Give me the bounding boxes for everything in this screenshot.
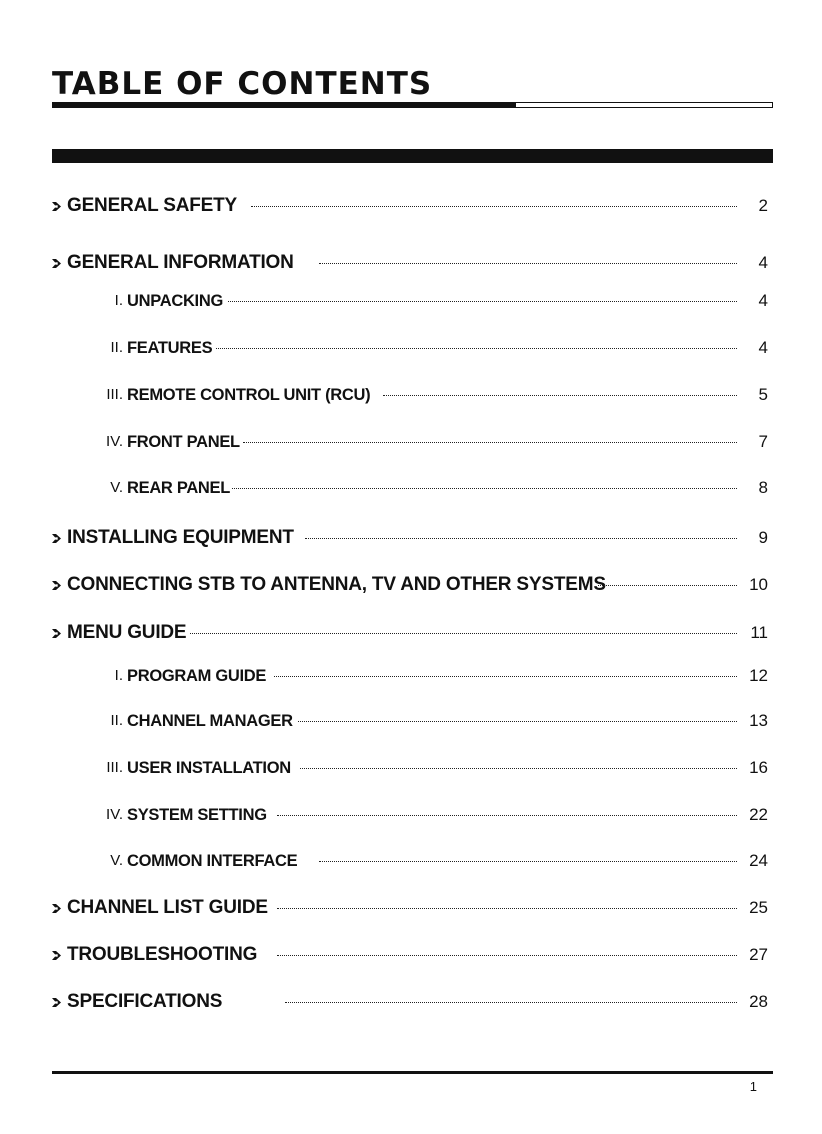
- toc-roman-numeral: III.: [106, 759, 123, 776]
- dotted-leader: [251, 206, 737, 207]
- toc-entry-title: TROUBLESHOOTING: [67, 944, 258, 965]
- toc-subsection-entry: [0, 802, 822, 828]
- toc-page-number: 24: [749, 851, 768, 870]
- arrow-bullet-icon: [51, 580, 62, 591]
- toc-roman-numeral: IV.: [106, 806, 123, 823]
- page-title: TABLE OF CONTENTS: [52, 66, 433, 102]
- toc-page-number: 25: [749, 898, 768, 917]
- toc-entry-title: CONNECTING STB TO ANTENNA, TV AND OTHER SYSTEMS: [67, 574, 606, 595]
- toc-entry-title: FRONT PANEL: [127, 433, 240, 451]
- arrow-bullet-icon: [51, 950, 62, 961]
- toc-entry-title: PROGRAM GUIDE: [127, 667, 267, 685]
- toc-section-entry: [0, 193, 822, 219]
- toc-page-number: 8: [758, 478, 768, 497]
- toc-roman-numeral: III.: [106, 386, 123, 403]
- toc-entry-title: FEATURES: [127, 339, 213, 357]
- toc-page-number: 4: [758, 253, 768, 272]
- toc-page-number: 10: [749, 575, 768, 594]
- toc-entry-title: GENERAL SAFETY: [67, 195, 237, 216]
- dotted-leader: [190, 633, 737, 634]
- toc-entry-title: SPECIFICATIONS: [67, 991, 223, 1012]
- dotted-leader: [228, 301, 737, 302]
- arrow-bullet-icon: [51, 533, 62, 544]
- toc-page-number: 5: [758, 385, 768, 404]
- dotted-leader: [277, 955, 737, 956]
- toc-roman-numeral: IV.: [106, 433, 123, 450]
- dotted-leader: [319, 861, 737, 862]
- toc-page-number: 4: [758, 291, 768, 310]
- toc-roman-numeral: I.: [114, 667, 123, 684]
- toc-entry-title: MENU GUIDE: [67, 622, 187, 643]
- toc-entry-title: REMOTE CONTROL UNIT (RCU): [127, 386, 371, 404]
- arrow-bullet-icon: [51, 258, 62, 269]
- dotted-leader: [285, 1002, 737, 1003]
- dotted-leader: [274, 676, 737, 677]
- toc-roman-numeral: V.: [110, 852, 123, 869]
- dotted-leader: [383, 395, 737, 396]
- toc-subsection-entry: [0, 663, 822, 689]
- dotted-leader: [277, 815, 737, 816]
- toc-page-number: 22: [749, 805, 768, 824]
- toc-section-entry: [0, 250, 822, 276]
- toc-page-number: 12: [749, 666, 768, 685]
- toc-entry-title: SYSTEM SETTING: [127, 806, 267, 824]
- toc-entry-title: COMMON INTERFACE: [127, 852, 298, 870]
- toc-subsection-entry: [0, 475, 822, 501]
- dotted-leader: [305, 538, 737, 539]
- toc-section-entry: [0, 525, 822, 551]
- dotted-leader: [300, 768, 737, 769]
- footer-page-number: 1: [749, 1079, 757, 1094]
- footer-rule: [52, 1071, 773, 1074]
- toc-page-number: 11: [750, 623, 768, 642]
- toc-subsection-entry: [0, 429, 822, 455]
- toc-roman-numeral: V.: [110, 479, 123, 496]
- toc-page-number: 7: [758, 432, 768, 451]
- toc-section-entry: [0, 620, 822, 646]
- dotted-leader: [298, 721, 737, 722]
- toc-entry-title: REAR PANEL: [127, 479, 231, 497]
- dotted-leader: [277, 908, 737, 909]
- toc-subsection-entry: [0, 848, 822, 874]
- toc-page-number: 27: [749, 945, 768, 964]
- toc-page-number: 28: [749, 992, 768, 1011]
- toc-subsection-entry: [0, 382, 822, 408]
- toc-entry-title: CHANNEL LIST GUIDE: [67, 897, 268, 918]
- toc-subsection-entry: [0, 755, 822, 781]
- toc-page-number: 13: [749, 711, 768, 730]
- arrow-bullet-icon: [51, 628, 62, 639]
- toc-section-entry: [0, 572, 822, 598]
- toc-subsection-entry: [0, 335, 822, 361]
- toc-entry-title: INSTALLING EQUIPMENT: [67, 527, 294, 548]
- dotted-leader: [232, 488, 737, 489]
- toc-section-entry: [0, 989, 822, 1015]
- arrow-bullet-icon: [51, 903, 62, 914]
- dotted-leader: [319, 263, 737, 264]
- toc-page-number: 4: [758, 338, 768, 357]
- toc-entry-title: UNPACKING: [127, 292, 223, 310]
- toc-section-entry: [0, 942, 822, 968]
- toc-entry-title: CHANNEL MANAGER: [127, 712, 293, 730]
- dotted-leader: [598, 585, 737, 586]
- toc-entry-title: GENERAL INFORMATION: [67, 252, 294, 273]
- toc-subsection-entry: [0, 288, 822, 314]
- arrow-bullet-icon: [51, 997, 62, 1008]
- dotted-leader: [243, 442, 737, 443]
- toc-subsection-entry: [0, 708, 822, 734]
- toc-page-number: 16: [749, 758, 768, 777]
- toc-roman-numeral: II.: [110, 339, 123, 356]
- toc-section-entry: [0, 895, 822, 921]
- toc-roman-numeral: II.: [110, 712, 123, 729]
- toc-roman-numeral: I.: [114, 292, 123, 309]
- toc-page-number: 2: [758, 196, 768, 215]
- arrow-bullet-icon: [51, 201, 62, 212]
- dotted-leader: [216, 348, 737, 349]
- toc-page-number: 9: [758, 528, 768, 547]
- toc-entry-title: USER INSTALLATION: [127, 759, 291, 777]
